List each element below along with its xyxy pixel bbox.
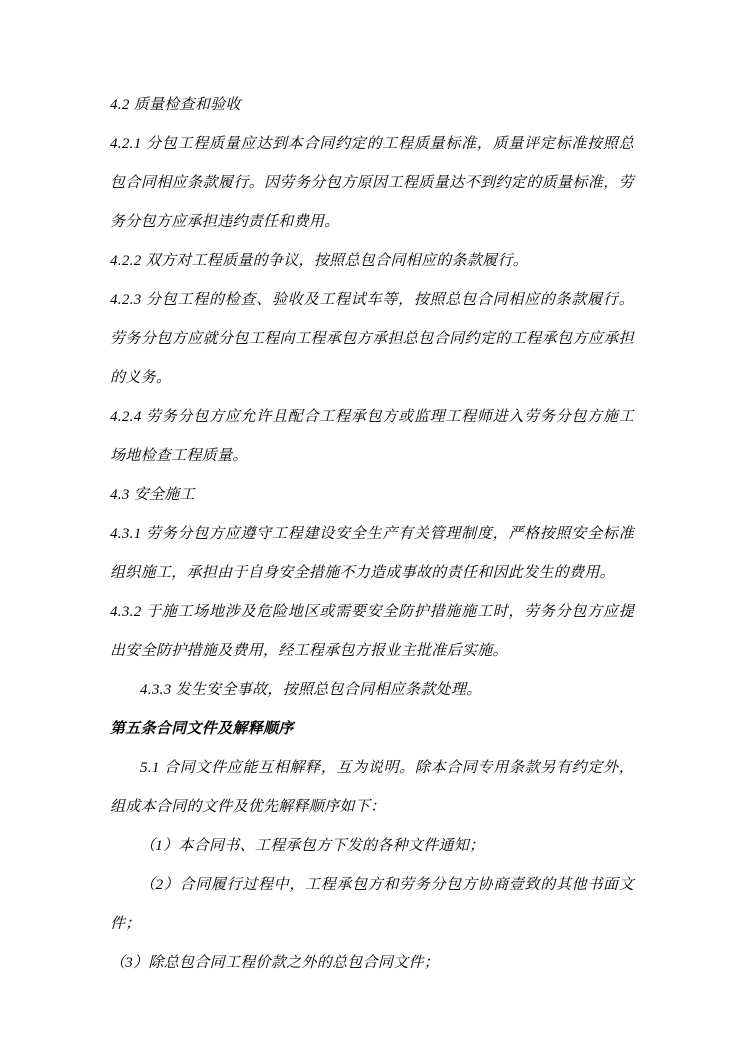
- clause-4-2-4: 4.2.4 劳务分包方应允许且配合工程承包方或监理工程师进入劳务分包方施工场地检查工程质量。: [110, 409, 634, 464]
- list-item-1: （1）本合同书、工程承包方下发的各种文件通知；: [140, 838, 485, 854]
- heading-safety-construction: 4.3 安全施工: [110, 487, 195, 503]
- clause-5-1: 5.1 合同文件应能互相解释，互为说明。除本合同专用条款另有约定外，组成本合同的文件及优先解释顺序如下：: [110, 760, 634, 815]
- clause-4-2-2: 4.2.2 双方对工程质量的争议，按照总包合同相应的条款履行。: [110, 253, 529, 269]
- clause-4-3-2: 4.3.2 于施工场地涉及危险地区或需要安全防护措施施工时，劳务分包方应提出安全防护措施及费用，经工程承包方报业主批准后实施。: [110, 604, 634, 659]
- list-item-3: （3）除总包合同工程价款之外的总包合同文件；: [110, 955, 440, 971]
- clause-4-3-1: 4.3.1 劳务分包方应遵守工程建设安全生产有关管理制度，严格按照安全标准组织施工，承担由于自身安全措施不力造成事故的责任和因此发生的费用。: [110, 526, 634, 581]
- clause-4-3-3: 4.3.3 发生安全事故，按照总包合同相应条款处理。: [140, 682, 482, 698]
- heading-quality-inspection: 4.2 质量检查和验收: [110, 97, 241, 113]
- list-item-2: （2）合同履行过程中，工程承包方和劳务分包方协商壹致的其他书面文件；: [110, 877, 634, 932]
- clause-4-2-3: 4.2.3 分包工程的检查、验收及工程试车等，按照总包合同相应的条款履行。劳务分包方应就分包工程向工程承包方承担总包合同约定的工程承包方应承担的义务。: [110, 292, 634, 386]
- clause-4-2-1: 4.2.1 分包工程质量应达到本合同约定的工程质量标准，质量评定标准按照总包合同相应条款履行。因劳务分包方原因工程质量达不到约定的质量标准，劳务分包方应承担违约责任和费用。: [110, 136, 634, 230]
- heading-article-5: 第五条合同文件及解释顺序: [110, 721, 294, 737]
